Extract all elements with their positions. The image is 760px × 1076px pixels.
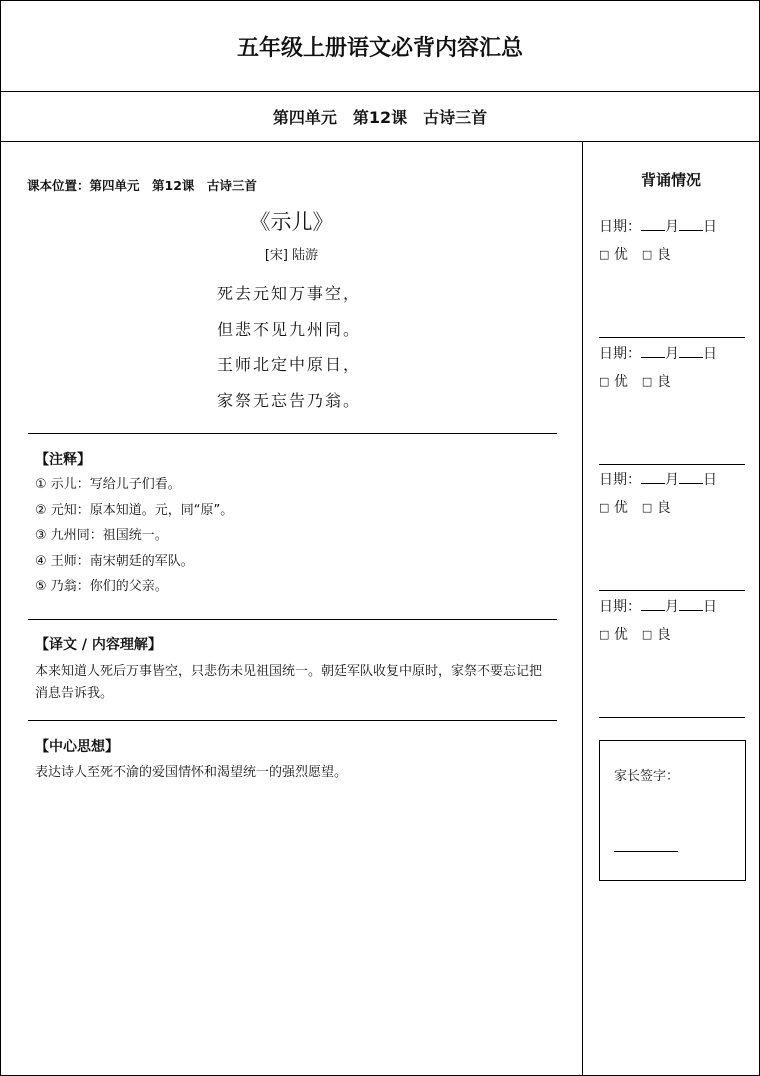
theme-heading: 【中心思想】 <box>35 739 119 755</box>
grade-options <box>599 497 747 517</box>
parent-signature-label: 家长签字： <box>614 769 680 784</box>
date-label: 日期： <box>599 346 641 362</box>
month-blank[interactable] <box>641 216 665 231</box>
unit-banner <box>1 92 759 142</box>
good-checkbox[interactable]: □ <box>641 375 653 388</box>
recitation-record <box>599 469 747 517</box>
poem-line: 但悲不见九州同。 <box>217 319 362 339</box>
recitation-record <box>599 216 747 264</box>
month-label: 月 <box>665 472 679 488</box>
record-divider <box>599 717 745 718</box>
day-label: 日 <box>703 346 717 362</box>
textbook-location <box>27 176 257 194</box>
recitation-sidebar <box>583 142 759 1075</box>
date-field <box>599 216 747 236</box>
theme-text: 表达诗人至死不渝的爱国情怀和渴望统一的强烈愿望。 <box>35 765 348 780</box>
notes-list <box>35 475 233 603</box>
divider <box>28 720 557 721</box>
recitation-record <box>599 343 747 391</box>
good-label: 良 <box>656 247 671 263</box>
parent-signature-line[interactable] <box>614 851 678 852</box>
note-item: ① 示儿：写给儿子们看。 <box>35 477 181 492</box>
poem-title: 《示儿》 <box>249 210 334 234</box>
record-divider <box>599 337 745 338</box>
poem-line: 死去元知万事空， <box>217 284 362 303</box>
day-blank[interactable] <box>679 596 703 611</box>
good-checkbox[interactable]: □ <box>641 248 653 261</box>
month-blank[interactable] <box>641 343 665 358</box>
note-item: ③ 九州同：祖国统一。 <box>35 528 168 543</box>
translation-text: 本来知道人死后万事皆空，只悲伤未见祖国统一。朝廷军队收复中原时，家祭不要忘记把消息告诉我。 <box>35 664 543 701</box>
date-field <box>599 469 747 489</box>
note-item: ② 元知：原本知道。元，同“原”。 <box>35 502 234 518</box>
excellent-label: 优 <box>613 500 628 516</box>
location-value: 第四单元 第12课 古诗三首 <box>89 178 257 193</box>
good-label: 良 <box>656 627 671 643</box>
day-blank[interactable] <box>679 469 703 484</box>
month-blank[interactable] <box>641 596 665 611</box>
record-divider <box>599 464 745 465</box>
good-label: 良 <box>656 374 671 390</box>
unit-banner-text: 第四单元 第12课 古诗三首 <box>272 108 488 127</box>
good-checkbox[interactable]: □ <box>641 501 653 514</box>
poem-line: 家祭无忘告乃翁。 <box>217 390 362 410</box>
translation-heading: 【译文 / 内容理解】 <box>35 637 162 653</box>
month-label: 月 <box>665 219 679 235</box>
location-label: 课本位置： <box>27 178 90 193</box>
excellent-checkbox[interactable]: □ <box>599 375 610 388</box>
day-blank[interactable] <box>679 343 703 358</box>
poem-line: 王师北定中原日， <box>217 355 362 374</box>
excellent-checkbox[interactable]: □ <box>599 501 610 514</box>
day-label: 日 <box>703 599 717 615</box>
date-label: 日期： <box>599 472 641 488</box>
poem-author: [宋] 陆游 <box>264 248 319 263</box>
recitation-title: 背诵情况 <box>640 171 701 189</box>
day-blank[interactable] <box>679 216 703 231</box>
month-label: 月 <box>665 599 679 615</box>
month-blank[interactable] <box>641 469 665 484</box>
page-title-text: 五年级上册语文必背内容汇总 <box>236 35 523 61</box>
date-field <box>599 343 747 363</box>
excellent-label: 优 <box>613 627 628 643</box>
record-divider <box>599 590 745 591</box>
excellent-label: 优 <box>613 247 628 263</box>
grade-options <box>599 371 747 391</box>
poem-body <box>217 281 361 423</box>
divider <box>28 433 557 434</box>
month-label: 月 <box>665 346 679 362</box>
good-checkbox[interactable]: □ <box>641 628 653 641</box>
excellent-label: 优 <box>613 374 628 390</box>
date-field <box>599 596 747 616</box>
date-label: 日期： <box>599 599 641 615</box>
day-label: 日 <box>703 472 717 488</box>
page-title <box>1 1 759 92</box>
good-label: 良 <box>656 500 671 516</box>
date-label: 日期： <box>599 219 641 235</box>
note-item: ④ 王师：南宋朝廷的军队。 <box>35 553 194 569</box>
notes-heading: 【注释】 <box>35 452 91 468</box>
parent-signature-box <box>599 740 746 881</box>
divider <box>28 619 557 620</box>
grade-options <box>599 624 747 644</box>
note-item: ⑤ 乃翁：你们的父亲。 <box>35 579 168 594</box>
recitation-record <box>599 596 747 644</box>
day-label: 日 <box>703 219 717 235</box>
main-content <box>1 142 583 1075</box>
excellent-checkbox[interactable]: □ <box>599 248 610 261</box>
grade-options <box>599 244 747 264</box>
excellent-checkbox[interactable]: □ <box>599 628 610 641</box>
